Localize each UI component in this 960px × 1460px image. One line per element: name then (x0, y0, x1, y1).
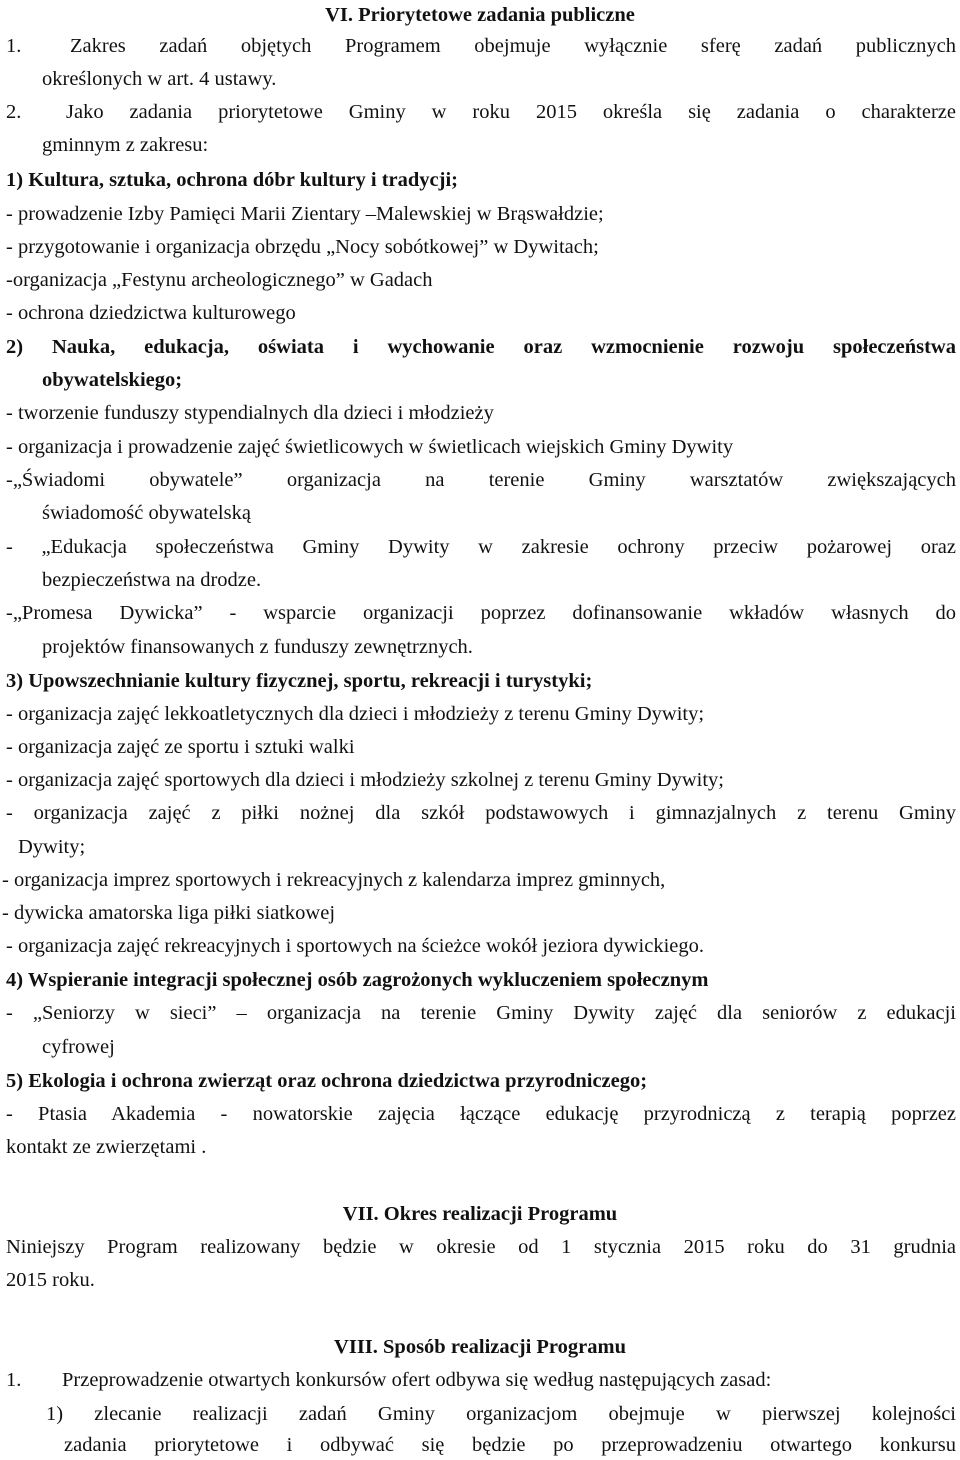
section-8-subitem-1-line-1: 1) zlecanie realizacji zadań Gminy organizacjom obejmuje w pierwszej kolejności (46, 1403, 956, 1425)
area-3-line: - organizacja zajęć rekreacyjnych i sportowych na ścieżce wokół jeziora dywickiego. (6, 935, 705, 957)
area-5-line: kontakt ze zwierzętami . (6, 1136, 207, 1158)
item-1-line-1: Zakres zadań objętych Programem obejmuje wyłącznie sferę zadań publicznych (70, 35, 956, 57)
item-2-line-2: gminnym z zakresu: (42, 134, 209, 156)
area-3-line: - organizacja imprez sportowych i rekreacyjnych z kalendarza imprez gminnych, (2, 869, 666, 891)
section-8-item-1-number: 1. (6, 1369, 22, 1391)
area-1-line: -organizacja „Festynu archeologicznego” w Gadach (6, 269, 433, 291)
section-8-heading: VIII. Sposób realizacji Programu (334, 1336, 626, 1358)
area-2-line: świadomość obywatelską (42, 502, 251, 524)
area-2-line: projektów finansowanych z funduszy zewnętrznych. (42, 636, 473, 658)
section-8-subitem-1-line-2: zadania priorytetowe i odbywać się będzie po przeprowadzeniu otwartego konkursu (64, 1434, 956, 1456)
area-2-line: -„Promesa Dywicka” - wsparcie organizacji poprzez dofinansowanie wkładów własnych do (6, 602, 956, 624)
section-7-heading: VII. Okres realizacji Programu (342, 1203, 618, 1225)
area-4-line: cyfrowej (42, 1036, 115, 1058)
area-5-title: 5) Ekologia i ochrona zwierząt oraz ochrona dziedzictwa przyrodniczego; (6, 1070, 648, 1092)
area-2-line: bezpieczeństwa na drodze. (42, 569, 262, 591)
item-2-line-1: Jako zadania priorytetowe Gminy w roku 2015 określa się zadania o charakterze (66, 101, 956, 123)
area-2-line: - organizacja i prowadzenie zajęć świetlicowych w świetlicach wiejskich Gminy Dywity (6, 436, 734, 458)
area-3-line: - organizacja zajęć ze sportu i sztuki walki (6, 736, 355, 758)
area-3-line: - organizacja zajęć z piłki nożnej dla szkół podstawowych i gimnazjalnych z terenu Gminy (6, 802, 956, 824)
area-3-line: - organizacja zajęć lekkoatletycznych dla dzieci i młodzieży z terenu Gminy Dywity; (6, 703, 705, 725)
area-3-line: - organizacja zajęć sportowych dla dzieci i młodzieży szkolnej z terenu Gminy Dywity; (6, 769, 725, 791)
section-7-line-1: Niniejszy Program realizowany będzie w okresie od 1 stycznia 2015 roku do 31 grudnia (6, 1236, 956, 1258)
area-4-title: 4) Wspieranie integracji społecznej osób zagrożonych wykluczeniem społecznym (6, 969, 709, 991)
area-4-line: - „Seniorzy w sieci” – organizacja na terenie Gminy Dywity zajęć dla seniorów z edukacji (6, 1002, 956, 1024)
area-3-title: 3) Upowszechnianie kultury fizycznej, sportu, rekreacji i turystyki; (6, 670, 593, 692)
area-1-line: - ochrona dziedzictwa kulturowego (6, 302, 296, 324)
area-3-line: - dywicka amatorska liga piłki siatkowej (2, 902, 336, 924)
section-8-item-1-text: Przeprowadzenie otwartych konkursów ofert odbywa się według następujących zasad: (62, 1369, 772, 1391)
area-2-title-line-2: obywatelskiego; (42, 369, 183, 391)
area-2-title-line-1: 2) Nauka, edukacja, oświata i wychowanie oraz wzmocnienie rozwoju społeczeństwa (6, 336, 956, 358)
area-1-title: 1) Kultura, sztuka, ochrona dóbr kultury i tradycji; (6, 169, 458, 191)
area-1-line: - przygotowanie i organizacja obrzędu „Nocy sobótkowej” w Dywitach; (6, 236, 599, 258)
area-1-line: - prowadzenie Izby Pamięci Marii Zientary –Malewskiej w Brąswałdzie; (6, 203, 604, 225)
section-7-line-2: 2015 roku. (6, 1269, 95, 1291)
area-5-line: - Ptasia Akademia - nowatorskie zajęcia łączące edukację przyrodniczą z terapią poprzez (6, 1103, 956, 1125)
item-1-number: 1. (6, 35, 22, 57)
area-3-line: Dywity; (18, 836, 86, 858)
item-1-line-2: określonych w art. 4 ustawy. (42, 68, 277, 90)
area-2-line: - „Edukacja społeczeństwa Gminy Dywity w zakresie ochrony przeciw pożarowej oraz (6, 536, 956, 558)
item-2-number: 2. (6, 101, 22, 123)
area-2-line: - tworzenie funduszy stypendialnych dla dzieci i młodzieży (6, 402, 494, 424)
section-6-heading: VI. Priorytetowe zadania publiczne (325, 4, 635, 26)
area-2-line: -„Świadomi obywatele” organizacja na terenie Gminy warsztatów zwiększających (6, 469, 956, 491)
